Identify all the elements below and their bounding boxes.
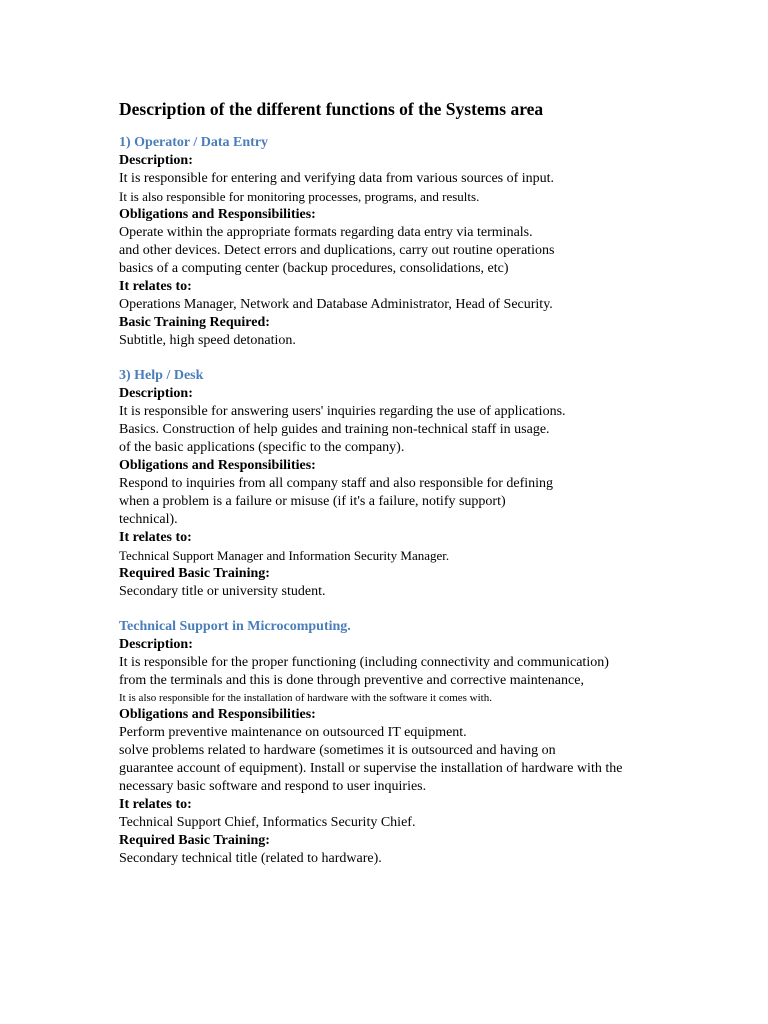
description-line: It is responsible for entering and verifying data from various sources of input. <box>119 171 555 186</box>
description-line: of the basic applications (specific to the company). <box>119 440 405 455</box>
training-label: Required Basic Training: <box>119 566 270 581</box>
description-line: from the terminals and this is done through preventive and corrective maintenance, <box>119 673 584 688</box>
obligations-line: basics of a computing center (backup procedures, consolidations, etc) <box>119 261 509 276</box>
obligations-line: Respond to inquiries from all company staff and also responsible for defining <box>119 476 554 491</box>
description-label: Description: <box>119 637 193 652</box>
training-label: Required Basic Training: <box>119 833 270 848</box>
description-label: Description: <box>119 153 193 168</box>
obligations-line: technical). <box>119 512 178 527</box>
relates-line: Operations Manager, Network and Database Administrator, Head of Security. <box>119 297 553 312</box>
relates-label: It relates to: <box>119 797 192 812</box>
description-line: It is also responsible for monitoring processes, programs, and results. <box>119 189 480 204</box>
obligations-line: necessary basic software and respond to user inquiries. <box>119 779 427 794</box>
obligations-label: Obligations and Responsibilities: <box>119 707 316 722</box>
obligations-line: Perform preventive maintenance on outsourced IT equipment. <box>119 725 467 740</box>
obligations-label: Obligations and Responsibilities: <box>119 207 316 222</box>
relates-line: Technical Support Chief, Informatics Security Chief. <box>119 815 416 830</box>
relates-label: It relates to: <box>119 279 192 294</box>
obligations-line: and other devices. Detect errors and duplications, carry out routine operations <box>119 243 555 258</box>
description-line: Basics. Construction of help guides and training non-technical staff in usage. <box>119 422 550 437</box>
training-label: Basic Training Required: <box>119 315 270 330</box>
obligations-line: guarantee account of equipment). Install or supervise the installation of hardware with the <box>119 761 623 776</box>
section-heading: Technical Support in Microcomputing. <box>119 619 351 634</box>
obligations-label: Obligations and Responsibilities: <box>119 458 316 473</box>
relates-line: Technical Support Manager and Information Security Manager. <box>119 548 450 563</box>
section-help-desk <box>119 367 719 601</box>
description-line: It is also responsible for the installation of hardware with the software it comes with. <box>119 692 492 704</box>
obligations-line: Operate within the appropriate formats regarding data entry via terminals. <box>119 225 533 240</box>
training-line: Secondary technical title (related to hardware). <box>119 851 382 866</box>
description-line: It is responsible for answering users' inquiries regarding the use of applications. <box>119 404 566 419</box>
obligations-line: solve problems related to hardware (sometimes it is outsourced and having on <box>119 743 556 758</box>
section-heading: 3) Help / Desk <box>119 368 204 383</box>
section-operator-data-entry <box>119 134 719 350</box>
training-line: Secondary title or university student. <box>119 584 326 599</box>
relates-label: It relates to: <box>119 530 192 545</box>
section-heading: 1) Operator / Data Entry <box>119 135 269 150</box>
document-page <box>119 97 719 885</box>
description-label: Description: <box>119 386 193 401</box>
training-line: Subtitle, high speed detonation. <box>119 333 296 348</box>
page-title: Description of the different functions of the Systems area <box>119 99 544 119</box>
obligations-line: when a problem is a failure or misuse (if it's a failure, notify support) <box>119 494 506 509</box>
description-line: It is responsible for the proper functioning (including connectivity and communication) <box>119 655 609 670</box>
section-technical-support <box>119 618 719 868</box>
